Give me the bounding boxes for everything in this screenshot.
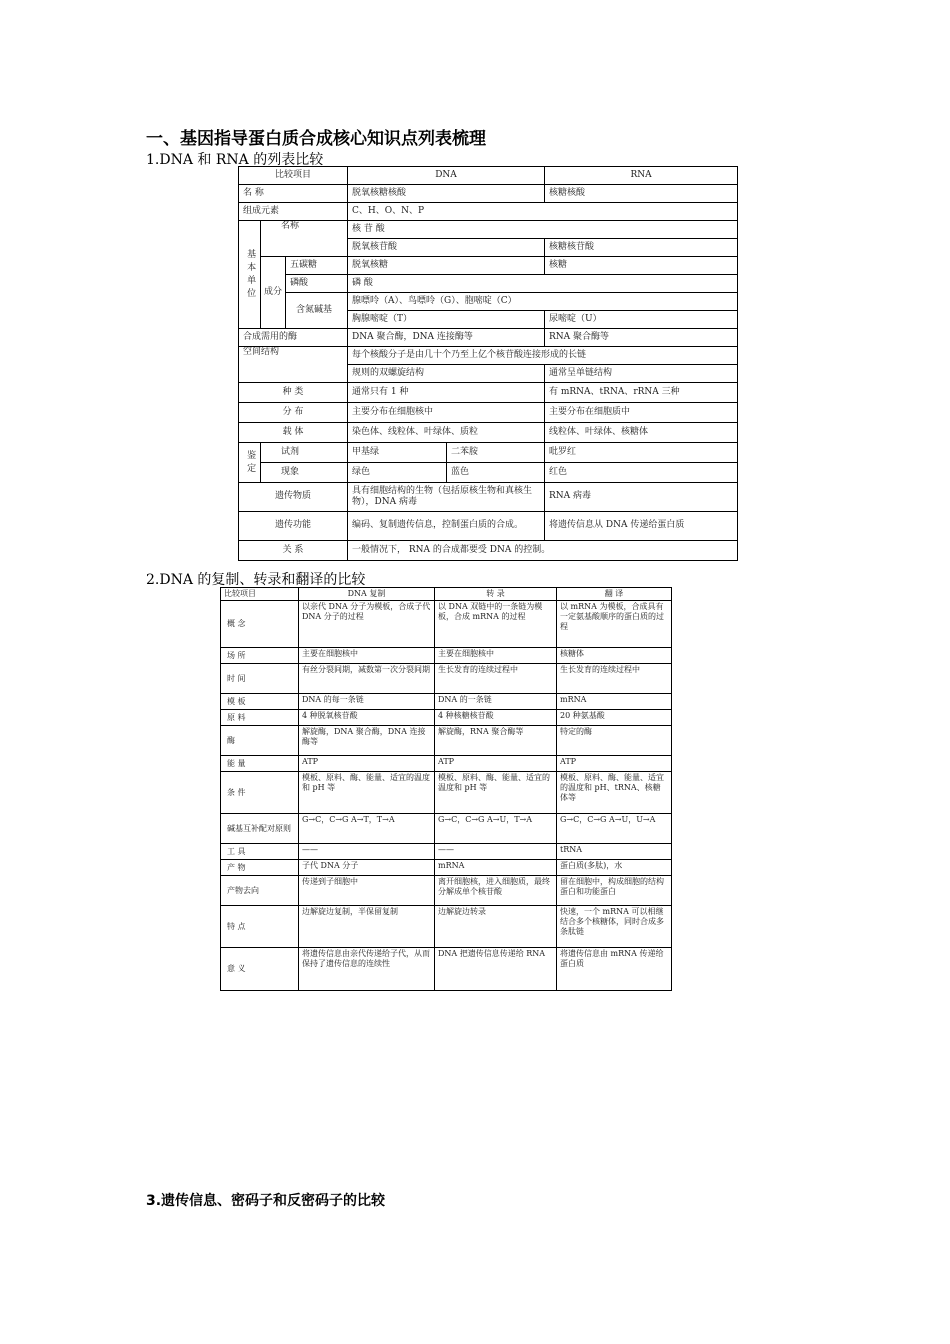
table-cell: RNA 聚合酶等: [545, 329, 738, 347]
table-cell: ATP: [299, 756, 435, 772]
table-cell: mRNA: [435, 860, 557, 876]
table-header-cell: 翻 译: [557, 588, 672, 601]
table-cell: 核 苷 酸: [348, 221, 738, 239]
table-cell: 蛋白质(多肽)，水: [557, 860, 672, 876]
table-cell: 胸腺嘧啶（T）: [348, 311, 545, 329]
row-label: 概 念: [221, 601, 299, 648]
table-cell: 甲基绿: [348, 443, 447, 463]
table-cell: 腺嘌呤（A）、鸟嘌呤（G）、胞嘧啶（C）: [348, 293, 738, 311]
table-cell: G→C，C→G A→T，T→A: [299, 814, 435, 844]
row-label: 组成元素: [239, 203, 348, 221]
table-cell: 每个核酸分子是由几十个乃至上亿个核苷酸连接形成的长链: [348, 347, 738, 365]
row-label: 载 体: [239, 423, 348, 443]
table-cell: 4 种脱氧核苷酸: [299, 710, 435, 726]
table-cell: 尿嘧啶（U）: [545, 311, 738, 329]
row-label: 种 类: [239, 383, 348, 403]
table-row: [221, 876, 672, 906]
table-cell: 以 mRNA 为模板，合成具有一定氨基酸顺序的蛋白质的过程: [557, 601, 672, 648]
table-cell: DNA 聚合酶，DNA 连接酶等: [348, 329, 545, 347]
table-cell: 脱氧核苷酸: [348, 239, 545, 257]
table-cell: 核糖核苷酸: [545, 239, 738, 257]
row-label: 成分: [261, 257, 286, 329]
row-label: 遗传功能: [239, 512, 348, 541]
table-cell: 有 mRNA、tRNA、rRNA 三种: [545, 383, 738, 403]
table-cell: 磷 酸: [348, 275, 738, 293]
table-cell: 子代 DNA 分子: [299, 860, 435, 876]
row-label: 酶: [221, 726, 299, 756]
row-label: 试剂: [261, 443, 348, 463]
section-title-1: 1.DNA 和 RNA 的列表比较: [146, 152, 324, 168]
table-cell: 编码、复制遗传信息，控制蛋白质的合成。: [348, 512, 545, 541]
table-header-cell: DNA 复制: [299, 588, 435, 601]
row-label: 能 量: [221, 756, 299, 772]
table-row: [221, 756, 672, 772]
table-cell: 主要在细胞核中: [435, 648, 557, 664]
row-label: 特 点: [221, 906, 299, 948]
table-cell: 脱氧核糖核酸: [348, 185, 545, 203]
table-row: [221, 664, 672, 694]
table-row: [221, 726, 672, 756]
table-cell: 线粒体、叶绿体、核糖体: [545, 423, 738, 443]
table-cell: C、H、O、N、P: [348, 203, 738, 221]
table-cell: 染色体、线粒体、叶绿体、质粒: [348, 423, 545, 443]
table-cell: 主要分布在细胞质中: [545, 403, 738, 423]
table-row: [221, 710, 672, 726]
dna-rna-comparison-table: [238, 166, 738, 561]
table-cell: DNA 的一条链: [435, 694, 557, 710]
table-body: [221, 601, 672, 991]
table-cell: 生长发育的连续过程中: [435, 664, 557, 694]
table-cell: 通常呈单链结构: [545, 365, 738, 383]
row-label: 产 物: [221, 860, 299, 876]
table-row: [221, 814, 672, 844]
table-row: [221, 601, 672, 648]
table-cell: 红色: [545, 463, 738, 483]
table-cell: 脱氧核糖: [348, 257, 545, 275]
table-header-cell: 比较项目: [221, 588, 299, 601]
row-label: 合成需用的酶: [239, 329, 348, 347]
row-label: 遗传物质: [239, 483, 348, 512]
table-header-cell: RNA: [545, 167, 738, 185]
table-cell: 边解旋边复制，半保留复制: [299, 906, 435, 948]
table-cell: 解旋酶，RNA 聚合酶等: [435, 726, 557, 756]
table-cell: 一般情况下， RNA 的合成都要受 DNA 的控制。: [348, 541, 738, 561]
table-row: [221, 948, 672, 991]
table-cell: 吡罗红: [545, 443, 738, 463]
section-title-2: 2.DNA 的复制、转录和翻译的比较: [146, 572, 366, 588]
table-cell: 将遗传信息从 DNA 传递给蛋白质: [545, 512, 738, 541]
table-cell: ATP: [557, 756, 672, 772]
row-label: 磷酸: [286, 275, 348, 293]
row-label: 名 称: [239, 185, 348, 203]
table-cell: G→C，C→G A→U，U→A: [557, 814, 672, 844]
table-cell: ——: [299, 844, 435, 860]
row-label: 关 系: [239, 541, 348, 561]
table-cell: 模板、原料、酶、能量、适宜的温度和 pH、tRNA、核糖体等: [557, 772, 672, 814]
table-cell: 核糖体: [557, 648, 672, 664]
table-cell: 核糖: [545, 257, 738, 275]
table-cell: 20 种氨基酸: [557, 710, 672, 726]
table-cell: DNA 的每一条链: [299, 694, 435, 710]
table-cell: 以 DNA 双链中的一条链为模板，合成 mRNA 的过程: [435, 601, 557, 648]
table-cell: RNA 病毒: [545, 483, 738, 512]
table-row: [221, 648, 672, 664]
table-row: [221, 906, 672, 948]
row-label: 产物去向: [221, 876, 299, 906]
row-label: 基本单位: [239, 221, 261, 329]
table-row: [221, 860, 672, 876]
table-row: [221, 772, 672, 814]
row-label: 名称: [261, 221, 348, 257]
row-label: 分 布: [239, 403, 348, 423]
row-label: 工 具: [221, 844, 299, 860]
table-header-cell: 转 录: [435, 588, 557, 601]
table-cell: 离开细胞核，进入细胞质，最终分解成单个核苷酸: [435, 876, 557, 906]
row-label: 鉴定: [239, 443, 261, 483]
table-header-cell: 比较项目: [239, 167, 348, 185]
row-label: 原 料: [221, 710, 299, 726]
table-cell: 蓝色: [447, 463, 545, 483]
table-cell: 4 种核糖核苷酸: [435, 710, 557, 726]
row-label: 模 板: [221, 694, 299, 710]
table-cell: 留在细胞中，构成细胞的结构蛋白和功能蛋白: [557, 876, 672, 906]
row-label: 条 件: [221, 772, 299, 814]
table-cell: 以亲代 DNA 分子为模板，合成子代 DNA 分子的过程: [299, 601, 435, 648]
table-cell: 快速，一个 mRNA 可以相继结合多个核糖体，同时合成多条肽链: [557, 906, 672, 948]
table-cell: 二苯胺: [447, 443, 545, 463]
table-cell: 主要在细胞核中: [299, 648, 435, 664]
table-cell: 通常只有 1 种: [348, 383, 545, 403]
row-label: 现象: [261, 463, 348, 483]
row-label: 碱基互补配对原则: [221, 814, 299, 844]
row-label: 时 间: [221, 664, 299, 694]
table-cell: 将遗传信息由亲代传递给子代，从而保持了遗传信息的连续性: [299, 948, 435, 991]
row-label: 场 所: [221, 648, 299, 664]
table-cell: 解旋酶，DNA 聚合酶，DNA 连接酶等: [299, 726, 435, 756]
table-cell: 有丝分裂间期，减数第一次分裂间期: [299, 664, 435, 694]
table-cell: 具有细胞结构的生物（包括原核生物和真核生物），DNA 病毒: [348, 483, 545, 512]
table-row: [221, 844, 672, 860]
table-cell: G→C，C→G A→U，T→A: [435, 814, 557, 844]
table-cell: 边解旋边转录: [435, 906, 557, 948]
row-label: 意 义: [221, 948, 299, 991]
table-row: [221, 694, 672, 710]
replication-transcription-translation-table: [220, 587, 672, 991]
table-cell: mRNA: [557, 694, 672, 710]
table-cell: DNA 把遗传信息传递给 RNA: [435, 948, 557, 991]
table-cell: ——: [435, 844, 557, 860]
table-cell: 将遗传信息由 mRNA 传递给蛋白质: [557, 948, 672, 991]
table-cell: 特定的酶: [557, 726, 672, 756]
table-cell: 规则的双螺旋结构: [348, 365, 545, 383]
row-label: 含氮碱基: [286, 293, 348, 329]
table-cell: 生长发育的连续过程中: [557, 664, 672, 694]
table-cell: 传递到子细胞中: [299, 876, 435, 906]
table-cell: 模板、原料、酶、能量、适宜的温度和 pH 等: [435, 772, 557, 814]
row-label: 五碳糖: [286, 257, 348, 275]
table-cell: ATP: [435, 756, 557, 772]
table-cell: 绿色: [348, 463, 447, 483]
table-cell: 主要分布在细胞核中: [348, 403, 545, 423]
section-title-3: 3.遗传信息、密码子和反密码子的比较: [146, 1193, 386, 1209]
table-cell: tRNA: [557, 844, 672, 860]
table-header-cell: DNA: [348, 167, 545, 185]
table-cell: 核糖核酸: [545, 185, 738, 203]
page-heading: 一、基因指导蛋白质合成核心知识点列表梳理: [146, 129, 486, 149]
table-cell: 模板、原料、酶、能量、适宜的温度和 pH 等: [299, 772, 435, 814]
row-label: 空间结构: [239, 347, 348, 383]
